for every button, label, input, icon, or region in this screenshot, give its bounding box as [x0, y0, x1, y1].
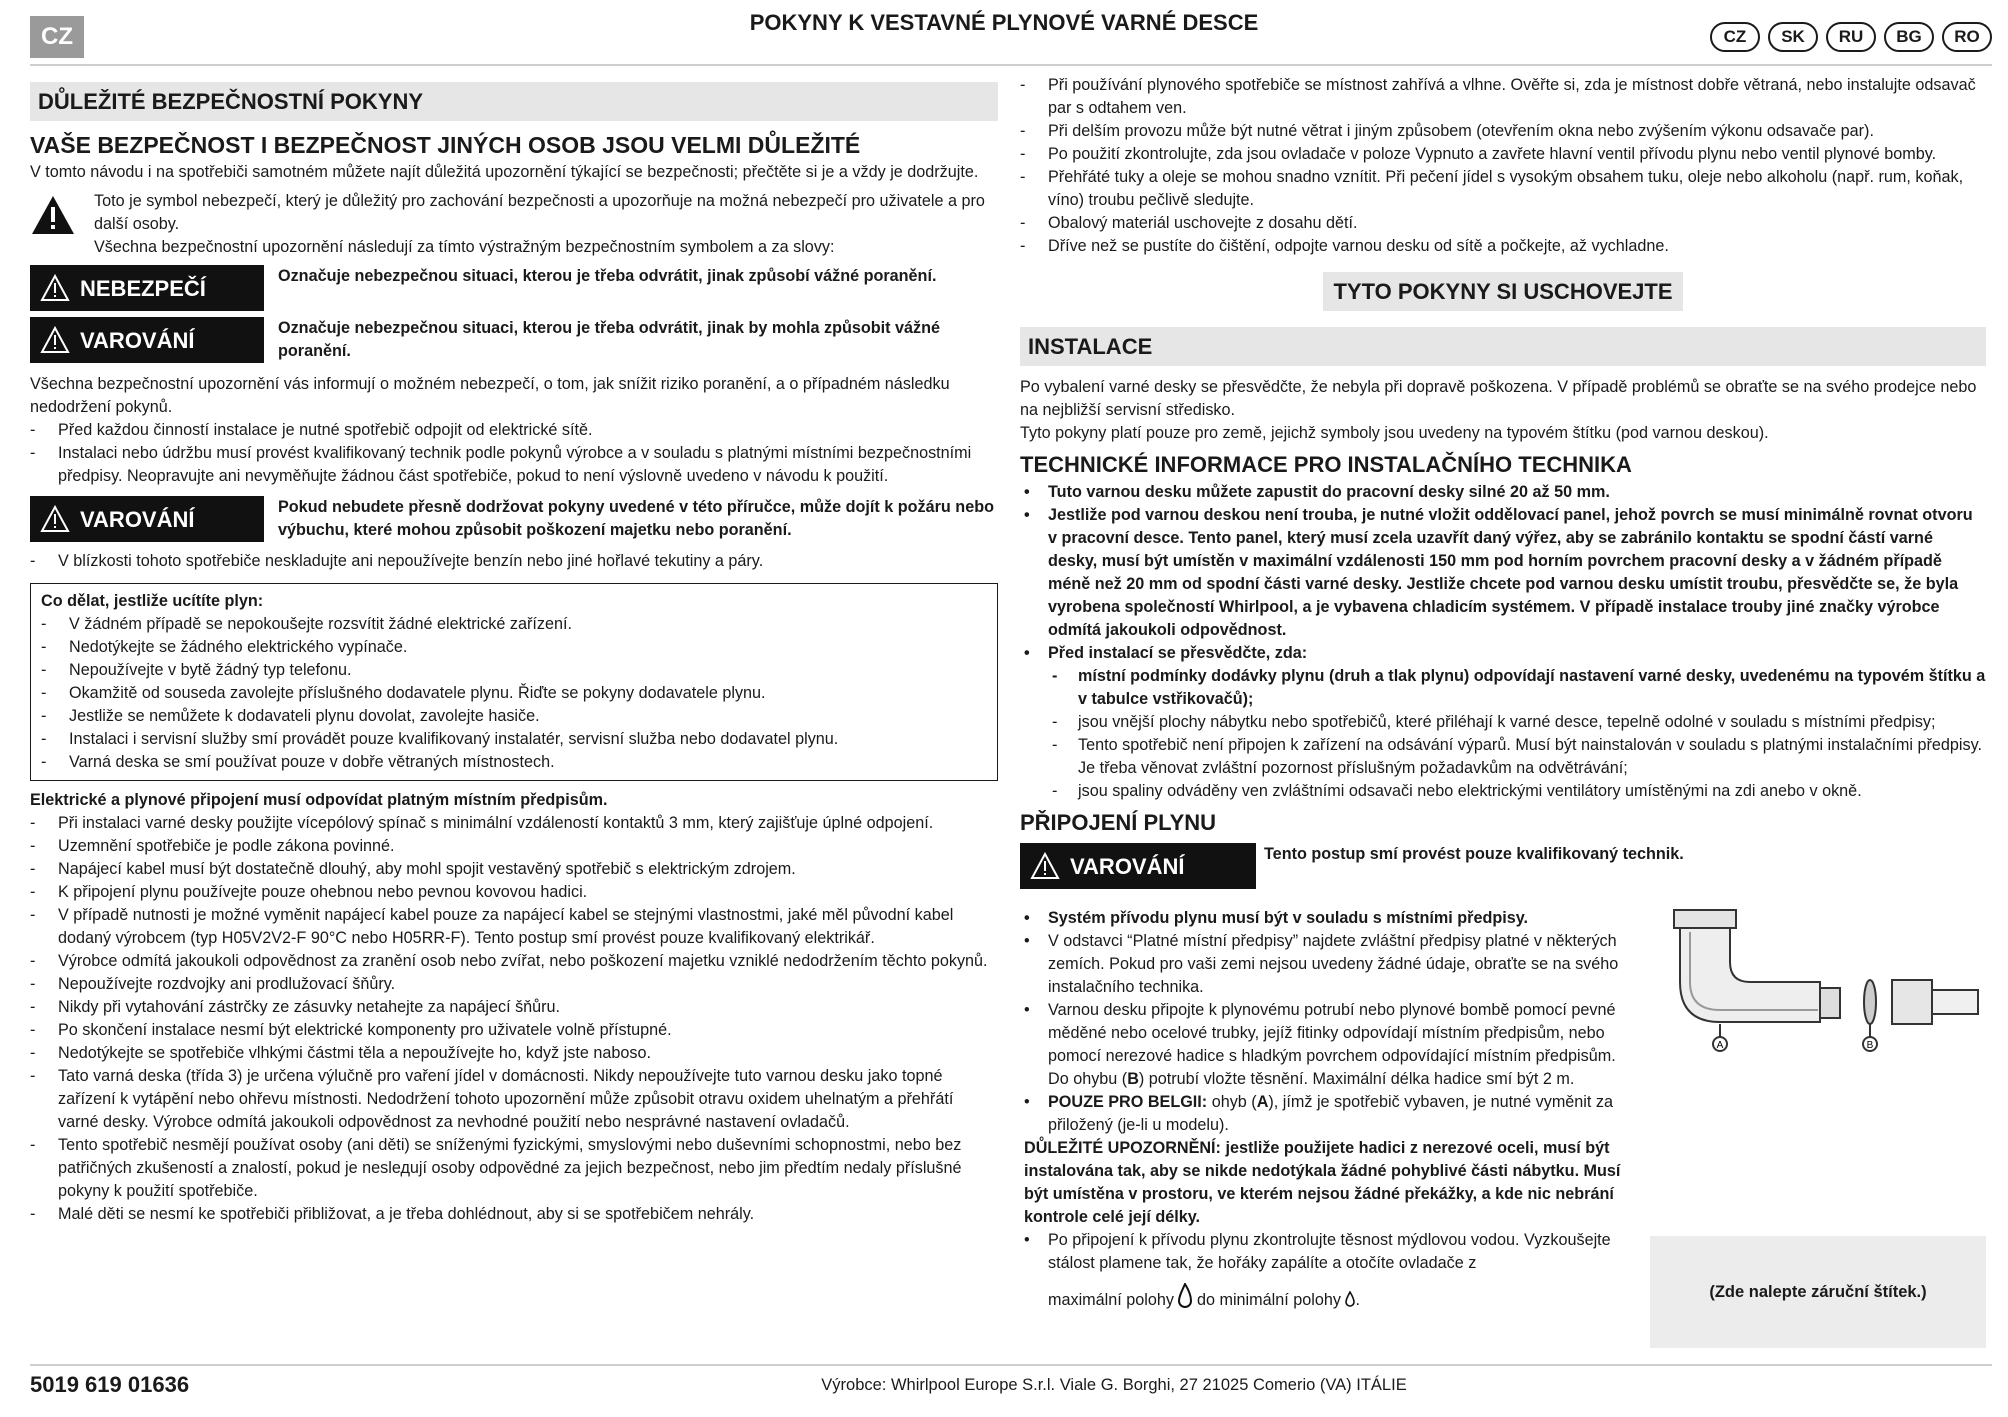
language-badge: CZ — [30, 16, 84, 58]
warning-label-box — [30, 317, 264, 363]
list-item: - Nikdy při vytahování zástrčky ze zásuvky netahejte za napájecí šňůru. — [30, 996, 998, 1019]
list-item: - Při používání plynového spotřebiče se místnost zahřívá a vlhne. Ověřte si, zda je místnost dobře větraná, nebo instalujte odsavač par s odtahem ven. — [1020, 74, 1986, 120]
list-item: - V případě nutnosti je možné vyměnit napájecí kabel pouze za napájecí kabel se stejnými vlastnostmi, jaké měl původní kabel dodaný výrobcem (typ H05V2V2-F 90°C nebo H05RR-F). Tento postup smí provést pouze kvalifikovaný elektrikář. — [30, 904, 998, 950]
list-item: - Nepoužívejte rozdvojky ani prodlužovací šňůry. — [30, 973, 998, 996]
list-item: - jsou vnější plochy nábytku nebo spotřebičů, které přiléhají k varné desce, tepelně odolné v souladu s místními předpisy; — [1020, 711, 1986, 734]
flame-position-line: maximální polohy do minimální polohy . — [1020, 1283, 1640, 1312]
warning-label-box — [1020, 843, 1256, 889]
danger-text: Označuje nebezpečnou situaci, kterou je třeba odvrátit, jinak způsobí vážné poranění. — [278, 267, 937, 285]
list-item: - Po použití zkontrolujte, zda jsou ovladače v poloze Vypnuto a zavřete hlavní ventil přívodu plynu nebo ventil plynové bomby. — [1020, 143, 1986, 166]
warning-row-2 — [30, 496, 998, 542]
warning-triangle-icon — [30, 190, 94, 259]
language-ru: RU — [1826, 22, 1876, 52]
list-item: - V žádném případě se nepokoušejte rozsvítit žádné elektrické zařízení. — [41, 613, 987, 636]
manufacturer-info: Výrobce: Whirlpool Europe S.r.l. Viale G. Borghi, 27 21025 Comerio (VA) ITÁLIE — [821, 1376, 1407, 1394]
pipe-label-a: A — [1716, 1040, 1724, 1051]
warning-label: VAROVÁNÍ — [80, 327, 195, 353]
keep-instructions-label: TYTO POKYNY SI USCHOVEJTE — [1323, 272, 1682, 311]
safety-info: Všechna bezpečnostní upozornění vás informují o možném nebezpečí, o tom, jak snížit riziko poranění, a o případném následku nedodržení pokynů. — [30, 375, 950, 416]
list-item: - Nedotýkejte se spotřebiče vlhkými částmi těla a nepoužívejte ho, když jste naboso. — [30, 1042, 998, 1065]
list-item: - Instalaci i servisní služby smí provádět pouze kvalifikovaný instalatér, servisní služba nebo dodavatel plynu. — [41, 728, 987, 751]
gas-box-title: Co dělat, jestliže ucítíte plyn: — [41, 592, 264, 610]
list-item: - V blízkosti tohoto spotřebiče neskladujte ani nepoužívejte benzín nebo jiné hořlavé tekutiny a páry. — [30, 550, 998, 573]
list-item: - Tento spotřebič není připojen k zařízení na odsávání výparů. Musí být nainstalován v souladu s platnými instalačními předpisy. Je třeba věnovat zvláštní pozornost příslušným požadavkům na odvětrávání; — [1020, 734, 1986, 780]
warning-label-box — [30, 496, 264, 542]
document-code: 5019 619 01636 — [30, 1372, 190, 1397]
list-item: - Tato varná deska (třída 3) je určena výlučně pro vaření jídel v domácnosti. Nikdy nepoužívejte tuto varnou desku jako topné zařízení k vytápění nebo ohřevu místnosti. Nedodržení tohoto upozornění může způsobit otravu oxidem uhelnatým a přehřátí varné desky. Výrobce odmítá jakoukoli odpovědnost za nevhodné použití nebo nesprávné nastavení ovladačů. — [30, 1065, 998, 1134]
left-column — [30, 74, 998, 1226]
important-note: DŮLEŽITÉ UPOZORNĚNÍ: jestliže použijete hadici z nerezové oceli, musí být instalována tak, aby se nikde nedotýkala žádné pohyblivé části nábytku. Musí být umístěna v prostoru, ve kterém nejsou žádné překážky, a kde nic nebrání kontrole celé její délky. — [1024, 1139, 1621, 1226]
warning-triangle-icon — [40, 274, 70, 302]
list-item: - Přehřáté tuky a oleje se mohou snadno vznítit. Při pečení jídel s vysokým obsahem tuku, oleje nebo alkoholu (např. rum, koňak, víno) troubu pečlivě sledujte. — [1020, 166, 1986, 212]
gas-smell-box — [30, 583, 998, 781]
safety-intro: V tomto návodu i na spotřebiči samotném můžete najít důležitá upozornění týkající se bezpečnosti; přečtěte si je a vždy je dodržujte. — [30, 163, 979, 181]
list-item: - Dříve než se pustíte do čištění, odpojte varnou desku od sítě a počkejte, až vychladne. — [1020, 235, 1986, 258]
symbol-text-1: Toto je symbol nebezpečí, který je důležitý pro zachování bezpečnosti a upozorňuje na možná nebezpečí pro uživatele a pro další osoby. — [94, 192, 985, 233]
language-ro: RO — [1942, 22, 1992, 52]
language-sk: SK — [1768, 22, 1818, 52]
list-item: - Tento spotřebič nesmějí používat osoby (ani děti) se sníženými fyzickými, smyslovými nebo duševními schopnostmi, nebo bez patřičných zkušeností a znalostí, pokud je neslедují osoby odpovědné za jejich bezpečnost, nebo jim předtím nedaly příslušné pokyny k použití spotřebiče. — [30, 1134, 998, 1203]
electrical-title: Elektrické a plynové připojení musí odpovídat platným místním předpisům. — [30, 791, 608, 809]
list-item: - Před každou činností instalace je nutné spotřebič odpojit od elektrické sítě. — [30, 419, 998, 442]
list-item: • Systém přívodu plynu musí být v souladu s místními předpisy. — [1020, 907, 1640, 930]
list-item: - Uzemnění spotřebiče je podle zákona povinné. — [30, 835, 998, 858]
list-item: • Po připojení k přívodu plynu zkontrolujte těsnost mýdlovou vodou. Vyzkoušejte stálost plamene tak, že hořáky zapálíte a otočíte ovladače z — [1020, 1229, 1640, 1275]
warning-row-1 — [30, 317, 998, 363]
gas-connection-text — [1020, 907, 1640, 1312]
warning-triangle-icon — [40, 326, 70, 354]
pipe-connection-diagram — [1660, 902, 1980, 1052]
list-item: - Instalaci nebo údržbu musí provést kvalifikovaný technik podle pokynů výrobce a v souladu s platnými místními bezpečnostními předpisy. Neopravujte ani nevyměňujte žádnou část spotřebiče, pokud to není výslovně uvedeno v návodu k použití. — [30, 442, 998, 488]
document-title: POKYNY K VESTAVNÉ PLYNOVÉ VARNÉ DESCE — [749, 10, 1259, 35]
right-column — [1020, 74, 1986, 1312]
danger-label-box — [30, 265, 264, 311]
list-item: - Jestliže se nemůžete k dodavateli plynu dovolat, zavolejte hasiče. — [41, 705, 987, 728]
warning-text: Tento postup smí provést pouze kvalifikovaný technik. — [1264, 845, 1684, 863]
warning-text: Označuje nebezpečnou situaci, kterou je třeba odvrátit, jinak by mohla způsobit vážné poranění. — [278, 319, 941, 360]
list-item: - místní podmínky dodávky plynu (druh a tlak plynu) odpovídají nastavení varné desky, uvedenému na typovém štítku a v tabulce vstřikovačů); — [1020, 665, 1986, 711]
footer-divider — [30, 1364, 1992, 1366]
technical-info-title: TECHNICKÉ INFORMACE PRO INSTALAČNÍHO TECHNIKA — [1020, 452, 1632, 477]
list-item: • Před instalací se přesvědčte, zda: — [1020, 642, 1986, 665]
keep-instructions — [1020, 272, 1986, 311]
language-cz: CZ — [1710, 22, 1760, 52]
warning-label: VAROVÁNÍ — [80, 506, 195, 532]
min-flame-icon — [1345, 1291, 1355, 1307]
header-divider — [30, 64, 1992, 66]
list-item: - Nedotýkejte se žádného elektrického vypínače. — [41, 636, 987, 659]
gas-connection-title: PŘIPOJENÍ PLYNU — [1020, 810, 1217, 835]
list-item: • V odstavci “Platné místní předpisy” najdete zvláštní předpisy platné v některých zemích. Pokud pro vaši zemi nejsou uvedeny žádné údaje, obraťte se na svého instalačního technika. — [1020, 930, 1640, 999]
list-item: - Po skončení instalace nesmí být elektrické komponenty pro uživatele volně přístupné. — [30, 1019, 998, 1042]
language-list — [1710, 22, 1992, 52]
list-item: - jsou spaliny odváděny ven zvláštními odsavači nebo elektrickými ventilátory umístěnými na zdi anebo v okně. — [1020, 780, 1986, 803]
list-item: • Jestliže pod varnou deskou není trouba, je nutné vložit oddělovací panel, jehož povrch se musí minimálně rovnat otvoru v pracovní desce. Tento panel, který musí zcela uzavřít daný výřez, aby se zabránilo kontaktu se spodní částí varné desky, musí být umístěn v maximální vzdálenosti 150 mm pod horním povrchem pracovní desky a v žádném případě méně než 20 mm od spodní části varné desky. Jestliže chcete pod varnou desku umístit troubu, přesvědčte se, že byla vyrobena společností Whirlpool, a je vybavena chladicím systémem. V případě instalace trouby jiné značky výrobce odmítá jakoukoli odpovědnost. — [1020, 504, 1986, 642]
safety-headline: VAŠE BEZPEČNOST I BEZPEČNOST JINÝCH OSOB JSOU VELMI DŮLEŽITÉ — [30, 132, 861, 158]
symbol-text-2: Všechna bezpečnostní upozornění následují za tímto výstražným bezpečnostním symbolem a za slovy: — [94, 238, 835, 256]
danger-symbol-row — [30, 190, 998, 259]
safety-section-title: DŮLEŽITÉ BEZPEČNOSTNÍ POKYNY — [30, 82, 998, 121]
installation-title: INSTALACE — [1020, 327, 1986, 366]
list-item: - Při delším provozu může být nutné větrat i jiným způsobem (otevřením okna nebo zvýšením výkonu odsavače par). — [1020, 120, 1986, 143]
gas-warning-row — [1020, 843, 1986, 889]
list-item: - Nepoužívejte v bytě žádný typ telefonu. — [41, 659, 987, 682]
max-flame-icon — [1178, 1283, 1192, 1309]
installation-text-1: Po vybalení varné desky se přesvědčte, že nebyla při dopravě poškozena. V případě problémů se obraťte se na svého prodejce nebo na nejbližší servisní středisko. — [1020, 378, 1977, 419]
list-item: - K připojení plynu používejte pouze ohebnou nebo pevnou kovovou hadici. — [30, 881, 998, 904]
list-item: • POUZE PRO BELGII: ohyb (A), jímž je spotřebič vybaven, je nutné vyměnit za přiložený (je-li u modelu). — [1020, 1091, 1640, 1137]
warranty-label-area: (Zde nalepte záruční štítek.) — [1650, 1236, 1986, 1348]
installation-text-2: Tyto pokyny platí pouze pro země, jejichž symboly jsou uvedeny na typovém štítku (pod varnou deskou). — [1020, 424, 1769, 442]
list-item: - Malé děti se nesmí ke spotřebiči přibližovat, a je třeba dohlédnout, aby si se spotřebičem nehrály. — [30, 1203, 998, 1226]
list-item: - Při instalaci varné desky použijte vícepólový spínač s minimální vzdáleností kontaktů 3 mm, který zajišťuje úplné odpojení. — [30, 812, 998, 835]
list-item: - Napájecí kabel musí být dostatečně dlouhý, aby mohl spojit vestavěný spotřebič s elektrickým zdrojem. — [30, 858, 998, 881]
list-item: - Okamžitě od souseda zavolejte příslušného dodavatele plynu. Řiďte se pokyny dodavatele plynu. — [41, 682, 987, 705]
list-item: • Varnou desku připojte k plynovému potrubí nebo plynové bombě pomocí pevné měděné nebo ocelové trubky, jejíž fitinky odpovídají místním předpisům, nebo pomocí nerezové hadice s hladkým povrchem odpovídající místním předpisům. Do ohybu (B) potrubí vložte těsnění. Maximální délka hadice smí být 2 m. — [1020, 999, 1640, 1091]
list-item: - Výrobce odmítá jakoukoli odpovědnost za zranění osob nebo zvířat, nebo poškození majetku vzniklé nedodržením těchto pokynů. — [30, 950, 998, 973]
pipe-label-b: B — [1866, 1040, 1874, 1051]
warning-label: VAROVÁNÍ — [1070, 853, 1185, 879]
warning-triangle-icon — [40, 505, 70, 533]
list-item: - Obalový materiál uschovejte z dosahu dětí. — [1020, 212, 1986, 235]
list-item: - Varná deska se smí používat pouze v dobře větraných místnostech. — [41, 751, 987, 774]
warning-text: Pokud nebudete přesně dodržovat pokyny uvedené v této příručce, může dojít k požáru nebo výbuchu, které mohou způsobit poškození majetku nebo poranění. — [278, 498, 994, 539]
danger-label: NEBEZPEČÍ — [80, 275, 206, 301]
warning-triangle-icon — [1030, 852, 1060, 880]
list-item: • Tuto varnou desku můžete zapustit do pracovní desky silné 20 až 50 mm. — [1020, 481, 1986, 504]
language-bg: BG — [1884, 22, 1934, 52]
danger-row — [30, 265, 998, 311]
